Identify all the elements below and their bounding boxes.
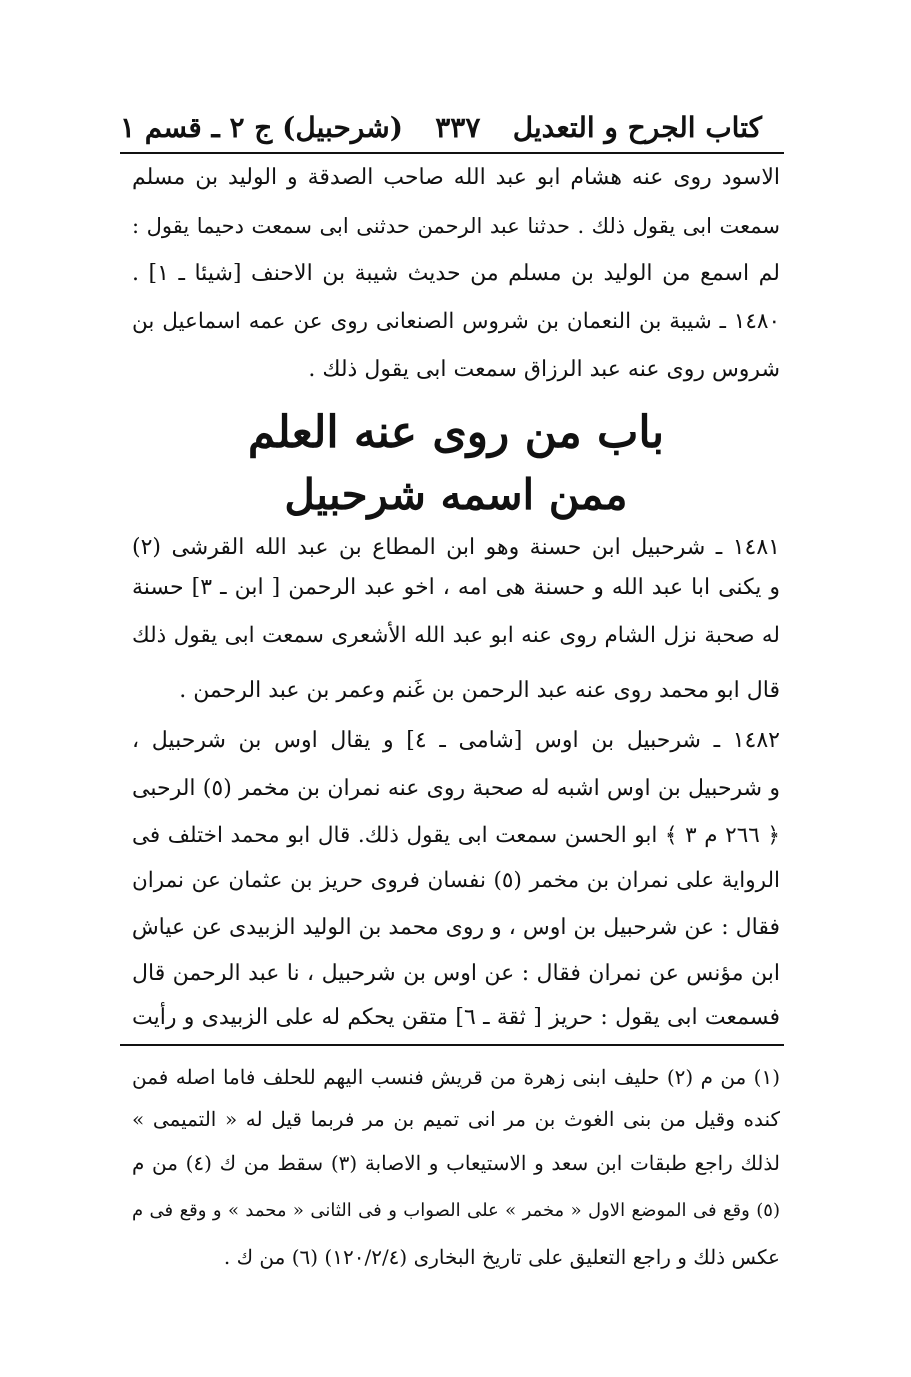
text-line: ﴿ ٢٦٦ م ٣ ﴾ ابو الحسن سمعت ابى يقول ذلك. قال ابو محمد اختلف فى <box>132 823 780 848</box>
text-line: ابن مؤنس عن نمران فقال : عن اوس بن شرحبيل ، نا عبد الرحمن قال <box>132 961 780 986</box>
text-line: فقال : عن شرحبيل بن اوس ، و روى محمد بن الوليد الزبيدى عن عياش <box>132 915 780 940</box>
footnote-line: عكس ذلك و راجع التعليق على تاريخ البخارى (١٢٠/٢/٤) (٦) من ك . <box>223 1245 780 1269</box>
footnote-rule <box>120 1044 784 1046</box>
header-rule <box>120 152 784 154</box>
entry-line: ١٤٨١ ـ شرحبيل ابن حسنة وهو ابن المطاع بن عبد الله القرشى (٢) <box>132 535 780 560</box>
entry-line: ١٤٨٠ ـ شيبة بن النعمان بن شروس الصنعانى روى عن عمه اسماعيل بن <box>132 309 780 334</box>
page-number: ٣٣٧ <box>435 111 481 144</box>
chapter-heading-line-2: ممن اسمه شرحبيل <box>284 470 628 519</box>
footnote-line: (٥) وقع فى الموضع الاول « مخمر » على الصواب و فى الثانى « محمد » و وقع فى م <box>132 1200 780 1221</box>
section-label: (شرحبيل) ج ٢ ـ قسم ١ <box>120 111 403 144</box>
text-line: سمعت ابى يقول ذلك . حدثنا عبد الرحمن حدثنى ابى سمعت دحيما يقول : <box>132 214 780 238</box>
text-line: الاسود روى عنه هشام ابو عبد الله صاحب الصدقة و الوليد بن مسلم <box>132 165 780 190</box>
text-line: و يكنى ابا عبد الله و حسنة هى امه ، اخو عبد الرحمن [ ابن ـ ٣] حسنة <box>132 575 780 600</box>
chapter-heading-line-1: باب من روى عنه العلم <box>247 407 665 458</box>
book-title: كتاب الجرح و التعديل <box>512 111 762 144</box>
text-line: لم اسمع من الوليد بن مسلم من حديث شيبة بن الاحنف [شيئا ـ ١] . <box>132 261 780 286</box>
footnote-line: كنده وقيل من بنى الغوث بن مر انى تميم بن مر فربما قيل له « التميمى » <box>132 1107 780 1131</box>
entry-line: ١٤٨٢ ـ شرحبيل بن اوس [شامى ـ ٤] و يقال اوس بن شرحبيل ، <box>132 728 780 753</box>
text-line: فسمعت ابى يقول : حريز [ ثقة ـ ٦] متقن يحكم له على الزبيدى و رأيت <box>132 1005 780 1030</box>
text-line: و شرحبيل بن اوس اشبه له صحبة روى عنه نمران بن مخمر (٥) الرحبى <box>132 776 780 801</box>
footnote-line: لذلك راجع طبقات ابن سعد و الاستيعاب و الاصابة (٣) سقط من ك (٤) من م <box>132 1151 780 1175</box>
running-header <box>120 92 762 144</box>
footnote-line: (١) من م (٢) حليف ابنى زهرة من قريش فنسب اليهم للحلف فاما اصله فمن <box>132 1065 780 1089</box>
text-line: شروس روى عنه عبد الرزاق سمعت ابى يقول ذلك . <box>308 357 780 382</box>
text-line: له صحبة نزل الشام روى عنه ابو عبد الله الأشعرى سمعت ابى يقول ذلك <box>132 623 780 648</box>
text-line: قال ابو محمد روى عنه عبد الرحمن بن غَنم وعمر بن عبد الرحمن . <box>179 678 780 703</box>
text-line: الرواية على نمران بن مخمر (٥) نفسان فروى حريز بن عثمان عن نمران <box>132 868 780 893</box>
